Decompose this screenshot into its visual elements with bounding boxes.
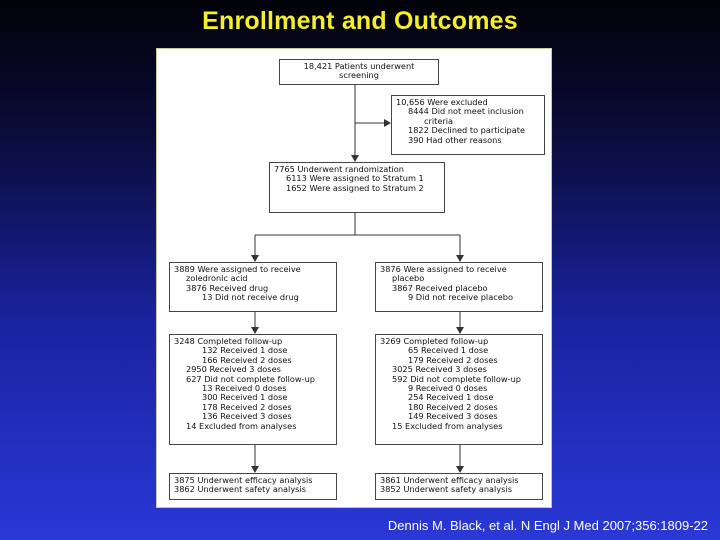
box-line: 6113 Were assigned to Stratum 1	[286, 173, 424, 184]
box-line: 65 Received 1 dose	[408, 345, 489, 356]
citation: Dennis M. Black, et al. N Engl J Med 2007;356:1809-22	[387, 518, 708, 533]
box-line: 1652 Were assigned to Stratum 2	[286, 182, 424, 193]
box-line: 3876 Were assigned to receive	[380, 264, 507, 274]
arrowhead	[251, 327, 259, 334]
box-line: screening	[339, 70, 379, 81]
box-line: 3875 Underwent efficacy analysis	[174, 475, 313, 485]
box-line: 149 Received 3 doses	[408, 411, 498, 422]
box-line: 13 Did not receive drug	[202, 292, 299, 303]
box-line: 8444 Did not meet inclusion	[408, 106, 524, 117]
box-line: 3852 Underwent safety analysis	[380, 484, 512, 495]
box-line: 9 Did not receive placebo	[408, 292, 513, 303]
box-line: 1822 Declined to participate	[408, 125, 525, 136]
box-line: 3867 Received placebo	[392, 282, 488, 293]
placebo-followup-box	[375, 334, 543, 445]
box-line: 3025 Received 3 doses	[392, 364, 487, 375]
box-line: 3248 Completed follow-up	[174, 336, 283, 346]
box-line: 2950 Received 3 doses	[186, 364, 281, 375]
box-line: 300 Received 1 dose	[202, 392, 288, 403]
box-line: 390 Had other reasons	[408, 134, 502, 145]
arrowhead	[456, 255, 464, 262]
box-line: 166 Received 2 doses	[202, 354, 292, 365]
box-line: 3269 Completed follow-up	[380, 336, 489, 346]
box-line: 14 Excluded from analyses	[186, 420, 297, 431]
box-line: 136 Received 3 doses	[202, 411, 292, 422]
box-line: 3862 Underwent safety analysis	[174, 484, 306, 495]
excluded-box	[391, 95, 545, 155]
arrowhead	[456, 466, 464, 473]
box-line: 10,656 Were excluded	[396, 97, 488, 107]
placebo-assignment-box	[375, 262, 543, 312]
box-line: 15 Excluded from analyses	[392, 420, 503, 431]
randomization-box	[269, 162, 445, 213]
box-line: 3889 Were assigned to receive	[174, 264, 301, 274]
arrowhead	[251, 255, 259, 262]
arrowhead	[251, 466, 259, 473]
arrowhead	[384, 119, 391, 127]
box-line: 18,421 Patients underwent	[303, 61, 415, 71]
screening-box	[279, 59, 439, 85]
box-line: zoledronic acid	[186, 273, 248, 284]
box-line: 9 Received 0 doses	[408, 383, 488, 394]
box-line: 180 Received 2 doses	[408, 401, 498, 412]
box-line: 13 Received 0 doses	[202, 383, 287, 394]
slide-title: Enrollment and Outcomes	[202, 7, 518, 35]
box-line: 3876 Received drug	[186, 282, 269, 293]
box-line: criteria	[424, 115, 454, 126]
box-line: 178 Received 2 doses	[202, 401, 292, 412]
placebo-analysis-box	[375, 473, 543, 500]
box-line: 132 Received 1 dose	[202, 345, 288, 356]
zoledronic-followup-box	[169, 334, 337, 445]
box-line: 254 Received 1 dose	[408, 392, 494, 403]
zoledronic-analysis-box	[169, 473, 337, 500]
arrowhead	[351, 155, 359, 162]
zoledronic-assignment-box	[169, 262, 337, 312]
box-line: placebo	[392, 273, 425, 284]
box-line: 3861 Underwent efficacy analysis	[380, 475, 519, 485]
flowchart-panel	[156, 48, 552, 508]
box-line: 627 Did not complete follow-up	[186, 373, 315, 384]
arrowhead	[456, 327, 464, 334]
box-line: 592 Did not complete follow-up	[392, 373, 521, 384]
box-line: 7765 Underwent randomization	[274, 164, 404, 174]
box-line: 179 Received 2 doses	[408, 354, 498, 365]
